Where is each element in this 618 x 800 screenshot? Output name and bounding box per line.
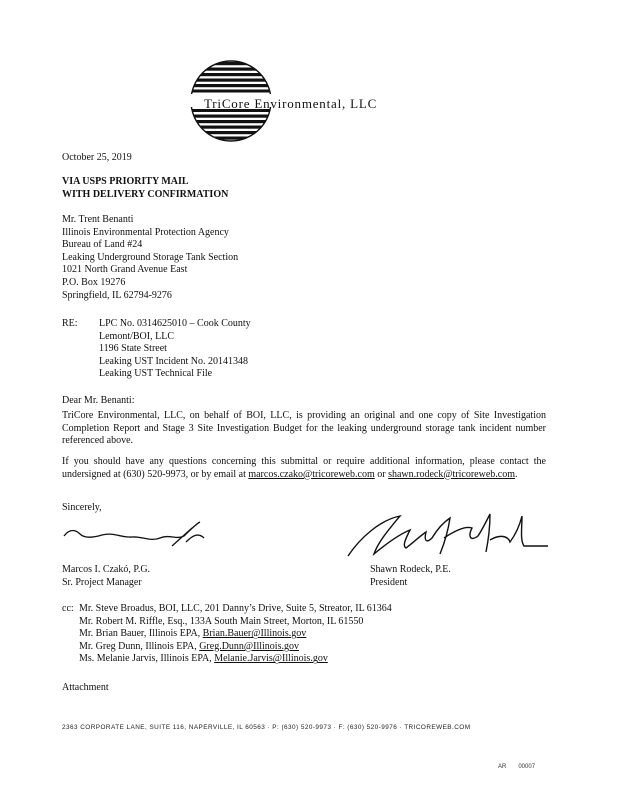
enclosure-note: Attachment — [62, 682, 109, 693]
body-paragraph-2 — [62, 456, 546, 481]
recipient-address — [62, 214, 238, 302]
recipient-line: Bureau of Land #24 — [62, 239, 143, 251]
signer-2-name: Shawn Rodeck, P.E. — [370, 564, 451, 575]
cc-item: Ms. Melanie Jarvis, Illinois EPA, Melanie.Jarvis@Illinois.gov — [79, 653, 328, 665]
recipient-line: 1021 North Grand Avenue East — [62, 264, 188, 276]
cc-email-link[interactable]: Greg.Dunn@Illinois.gov — [199, 640, 299, 652]
recipient-line: Leaking Underground Storage Tank Section — [62, 251, 239, 263]
signature-czako-icon — [62, 516, 212, 556]
recipient-line: Mr. Trent Benanti — [62, 214, 134, 225]
email-link-czako[interactable]: marcos.czako@tricoreweb.com — [248, 468, 375, 480]
page-id-number: 00007 — [518, 764, 536, 770]
re-line: LPC No. 0314625010 – Cook County — [99, 318, 251, 329]
closing: Sincerely, — [62, 502, 102, 513]
signature-rodeck-icon — [340, 508, 550, 564]
cc-item: Mr. Greg Dunn, Illinois EPA, Greg.Dunn@Illinois.gov — [79, 640, 299, 652]
paragraph-2-text: If you should have any questions concerning this submittal or require additional information, please contact the undersigned at (630) 520-9973, or by email at — [62, 456, 546, 480]
recipient-line: Springfield, IL 62794-9276 — [62, 289, 172, 301]
re-line: Leaking UST Technical File — [99, 368, 213, 380]
page-identifier — [498, 764, 547, 770]
re-label: RE: — [62, 318, 78, 329]
cc-list — [79, 603, 392, 666]
cc-email-link[interactable]: Melanie.Jarvis@Illinois.gov — [214, 653, 328, 665]
re-line: Leaking UST Incident No. 20141348 — [99, 355, 248, 367]
cc-label: cc: — [62, 603, 74, 614]
recipient-line: Illinois Environmental Protection Agency — [62, 226, 229, 238]
page-id-prefix: AR — [498, 764, 507, 770]
re-line: 1196 State Street — [99, 343, 167, 355]
company-name-logo: TriCore Environmental, LLC — [204, 96, 378, 111]
recipient-line: P.O. Box 19276 — [62, 276, 126, 288]
cc-item: Mr. Steve Broadus, BOI, LLC, 201 Danny’s Drive, Suite 5, Streator, IL 61364 — [79, 603, 392, 614]
delivery-line-2: WITH DELIVERY CONFIRMATION — [62, 189, 229, 200]
letter-date: October 25, 2019 — [62, 152, 132, 163]
delivery-line-1: VIA USPS PRIORITY MAIL — [62, 176, 189, 187]
re-line: Lemont/BOI, LLC — [99, 330, 174, 342]
re-block — [99, 318, 251, 381]
email-link-rodeck[interactable]: shawn.rodeck@tricoreweb.com — [388, 468, 516, 480]
cc-item: Mr. Brian Bauer, Illinois EPA, Brian.Bauer@Illinois.gov — [79, 628, 307, 640]
signer-1-title: Sr. Project Manager — [62, 577, 142, 588]
paragraph-2-or: or — [374, 468, 389, 480]
paragraph-2-end: . — [515, 468, 518, 480]
salutation: Dear Mr. Benanti: — [62, 395, 135, 406]
cc-email-link[interactable]: Brian.Bauer@Illinois.gov — [202, 628, 307, 640]
body-paragraph-1: TriCore Environmental, LLC, on behalf of BOI, LLC, is providing an original and one copy of Site Investigation Completion Report and Stage 3 Site Investigation Budget for the leaking underground storage tank incident number referenced above. — [62, 410, 546, 447]
cc-item: Mr. Robert M. Riffle, Esq., 133A South Main Street, Morton, IL 61550 — [79, 615, 364, 627]
signer-2-title: President — [370, 577, 408, 588]
signer-1-name: Marcos I. Czakó, P.G. — [62, 564, 151, 575]
letterhead-footer: 2363 CORPORATE LANE, SUITE 116, NAPERVILLE, IL 60563 · P: (630) 520-9973 · F: (630) 520-9976 · TRICOREWEB.COM — [62, 724, 471, 731]
